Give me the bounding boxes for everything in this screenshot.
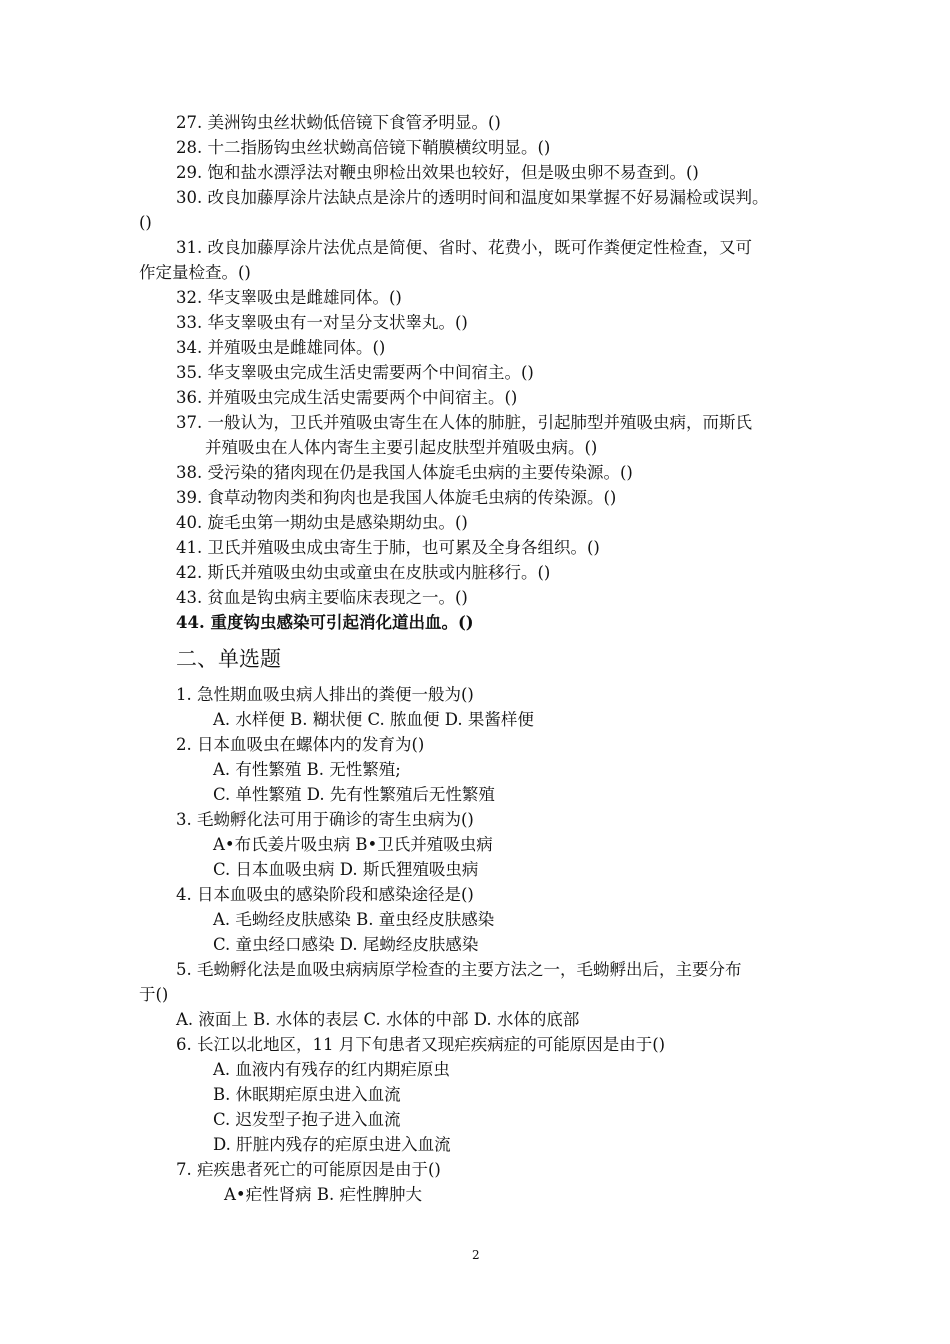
tf-item-30-cont: () [139,213,152,232]
mc-options-7: A•疟性肾病 B. 疟性脾肿大 [224,1185,423,1204]
tf-item-43: 43. 贫血是钩虫病主要临床表现之一。() [176,588,468,607]
mc-options-6b: B. 休眠期疟原虫进入血流 [213,1085,401,1104]
mc-question-7: 7. 疟疾患者死亡的可能原因是由于() [176,1160,441,1179]
tf-item-40: 40. 旋毛虫第一期幼虫是感染期幼虫。() [176,513,468,532]
mc-options-6d: D. 肝脏内残存的疟原虫进入血流 [213,1135,451,1154]
section-title: 二、单选题 [176,647,281,671]
mc-options-6a: A. 血液内有残存的红内期疟原虫 [213,1060,450,1079]
tf-item-34: 34. 并殖吸虫是雌雄同体。() [176,338,386,357]
tf-item-30: 30. 改良加藤厚涂片法缺点是涂片的透明时间和温度如果掌握不好易漏检或误判。 [176,188,769,207]
mc-options-4b: C. 童虫经口感染 D. 尾蚴经皮肤感染 [213,935,479,954]
tf-item-31-cont: 作定量检查。() [139,263,251,282]
tf-item-42: 42. 斯氏并殖吸虫幼虫或童虫在皮肤或内脏移行。() [176,563,551,582]
tf-item-31: 31. 改良加藤厚涂片法优点是简便、省时、花费小，既可作粪便定性检查，又可 [176,238,752,257]
tf-item-33: 33. 华支睾吸虫有一对呈分支状睾丸。() [176,313,468,332]
mc-question-3: 3. 毛蚴孵化法可用于确诊的寄生虫病为() [176,810,474,829]
mc-question-4: 4. 日本血吸虫的感染阶段和感染途径是() [176,885,474,904]
tf-item-29: 29. 饱和盐水漂浮法对鞭虫卵检出效果也较好，但是吸虫卵不易查到。() [176,163,699,182]
tf-item-28: 28. 十二指肠钩虫丝状蚴高倍镜下鞘膜横纹明显。() [176,138,551,157]
mc-options-4a: A. 毛蚴经皮肤感染 B. 童虫经皮肤感染 [213,910,495,929]
mc-options-3a: A•布氏姜片吸虫病 B•卫氏并殖吸虫病 [213,835,493,854]
tf-item-37: 37. 一般认为，卫氏并殖吸虫寄生在人体的肺脏，引起肺型并殖吸虫病，而斯氏 [176,413,752,432]
tf-item-41: 41. 卫氏并殖吸虫成虫寄生于肺，也可累及全身各组织。() [176,538,600,557]
mc-options-2a: A. 有性繁殖 B. 无性繁殖; [213,760,401,779]
mc-question-5: 5. 毛蚴孵化法是血吸虫病病原学检查的主要方法之一，毛蚴孵出后，主要分布 [176,960,742,979]
tf-item-44: 44. 重度钩虫感染可引起消化道出血。() [176,613,474,632]
mc-question-1: 1. 急性期血吸虫病人排出的粪便一般为() [176,685,474,704]
tf-item-36: 36. 并殖吸虫完成生活史需要两个中间宿主。() [176,388,518,407]
mc-question-6: 6. 长江以北地区，11 月下旬患者又现疟疾病症的可能原因是由于() [176,1035,666,1054]
mc-options-5: A. 液面上 B. 水体的表层 C. 水体的中部 D. 水体的底部 [176,1010,580,1029]
tf-item-32: 32. 华支睾吸虫是雌雄同体。() [176,288,402,307]
page-number: 2 [472,1248,480,1262]
tf-item-27: 27. 美洲钩虫丝状蚴低倍镜下食管矛明显。() [176,113,501,132]
mc-question-5-cont: 于() [139,985,169,1004]
mc-options-3b: C. 日本血吸虫病 D. 斯氏狸殖吸虫病 [213,860,479,879]
tf-item-35: 35. 华支睾吸虫完成生活史需要两个中间宿主。() [176,363,534,382]
mc-question-2: 2. 日本血吸虫在螺体内的发育为() [176,735,425,754]
mc-options-6c: C. 迟发型子抱子进入血流 [213,1110,401,1129]
mc-options-1: A. 水样便 B. 糊状便 C. 脓血便 D. 果酱样便 [213,710,534,729]
tf-item-39: 39. 食草动物肉类和狗肉也是我国人体旋毛虫病的传染源。() [176,488,617,507]
tf-item-37-cont: 并殖吸虫在人体内寄生主要引起皮肤型并殖吸虫病。() [205,438,598,457]
mc-options-2b: C. 单性繁殖 D. 先有性繁殖后无性繁殖 [213,785,495,804]
tf-item-38: 38. 受污染的猪肉现在仍是我国人体旋毛虫病的主要传染源。() [176,463,633,482]
